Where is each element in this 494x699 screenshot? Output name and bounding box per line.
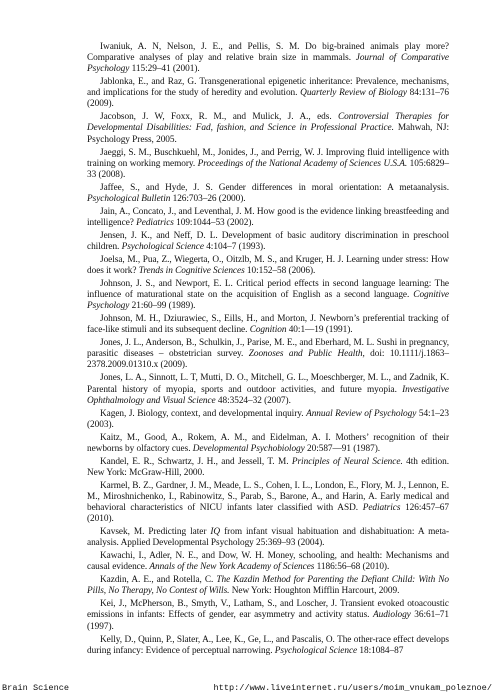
reference-journal: Quarterly Review of Biology — [300, 88, 407, 99]
reference-text: Kaitz, M., Good, A., Rokem, A. M., and Eidelman, A. I. Mothers’ recognition of their newborns by olfactory cues. — [87, 432, 449, 454]
reference-entry — [87, 314, 449, 336]
reference-entry — [87, 338, 449, 371]
reference-journal: Proceedings of the National Academy of Sciences U.S.A. — [197, 158, 408, 169]
footer-url: http://www.liveinternet.ru/users/moim_vnukam_poleznoe/ — [213, 683, 492, 693]
reference-citation: 115:29–41 (2001). — [129, 64, 200, 75]
reference-text: Kazdin, A. E., and Rotella, C. — [100, 575, 217, 586]
reference-citation: 1186:56–68 (2010). — [314, 562, 390, 573]
reference-text: Jacobson, J. W, Foxx, R. M., and Mulick, J. A., eds. — [100, 112, 339, 123]
reference-citation: 36:61–71 (1997). — [87, 610, 450, 632]
reference-entry — [87, 433, 449, 455]
reference-entry — [87, 183, 449, 205]
reference-journal: Annals of the New York Academy of Sciences — [149, 562, 315, 573]
reference-text: Johnson, J. S., and Newport, E. L. Critical period effects in second language learning: The influence of maturational state on the acquisition of English as a second language. — [87, 279, 449, 301]
reference-journal: Psychological Bulletin — [87, 193, 171, 204]
reference-entry — [87, 457, 449, 479]
reference-journal: Principles of Neural Science. — [291, 456, 403, 467]
reference-entry — [87, 255, 449, 277]
reference-citation: from infant visual habituation and dishabituation: A meta-analysis. Applied Developmental Psychology 25:369–93 (2004). — [87, 527, 449, 549]
reference-citation: Mahwah, NJ: Psychology Press, 2005. — [87, 123, 449, 145]
reference-entry — [87, 551, 449, 573]
reference-text: Johnson, M. H., Dziurawiec, S., Eills, H., and Morton, J. Newborn’s preferential tracking of face-like stimuli and its subsequent decline. — [87, 314, 449, 336]
reference-citation: 48:3524–32 (2007). — [215, 395, 291, 406]
reference-journal: Controversial Therapies for Developmental Disabilities: Fad, fashion, and Science in Professional Practice. — [87, 112, 449, 134]
reference-journal: Trends in Cognitive Sciences — [138, 266, 245, 277]
reference-journal: Psychological Science — [121, 241, 204, 252]
reference-entry — [87, 527, 449, 549]
reference-entry — [87, 409, 449, 431]
reference-journal: Pediatrics — [362, 503, 401, 514]
reference-journal: Zoonoses and Public Health, — [248, 349, 365, 360]
reference-journal: Investigative Ophthalmology and Visual Science — [87, 384, 449, 406]
reference-text: Jaeggi, S. M., Buschkuehl, M., Jonides, J., and Perrig, W. J. Improving fluid intelligence with training on working memory. — [87, 147, 449, 169]
footer-title: Brain Science — [2, 683, 70, 693]
reference-text: Kelly, D., Quinn, P., Slater, A., Lee, K., Ge, L., and Pascalis, O. The other-race effect develops during infancy: Evidence of perceptual narrowing. — [87, 634, 449, 656]
reference-text: Jablonka, E., and Raz, G. Transgenerational epigenetic inheritance: Prevalence, mechanisms, and implications for the study of heredity and evolution. — [87, 77, 449, 99]
reference-journal: Developmental Psychobiology — [192, 443, 305, 454]
reference-citation: 21:60–99 (1989). — [129, 301, 196, 312]
reference-journal: Cognitive Psychology — [87, 290, 449, 312]
reference-journal: Audiology — [372, 610, 411, 621]
reference-entry — [87, 207, 449, 229]
reference-entry — [87, 373, 449, 406]
page-footer — [2, 683, 492, 694]
reference-text: Kavsek, M. Predicting later — [100, 527, 211, 538]
reference-text: Jaffee, S., and Hyde, J. S. Gender differences in moral orientation: A metaanalysis. — [100, 182, 449, 193]
reference-text: Kandel, E. R., Schwartz, J. H., and Jessell, T. M. — [100, 456, 292, 467]
reference-citation: 20:587—91 (1987). — [304, 443, 381, 454]
reference-citation: 10:152–58 (2006). — [244, 266, 316, 277]
reference-citation: 4:104–7 (1993). — [203, 241, 266, 252]
reference-journal: Psychological Science — [274, 645, 358, 656]
reference-entry — [87, 575, 449, 597]
reference-citation: 126:703–26 (2000). — [170, 193, 246, 204]
reference-citation: 126:457–67 (2010). — [87, 503, 449, 525]
reference-journal: The Kazdin Method for Parenting the Defiant Child: With No Pills, No Therapy, No Contest of Wills. — [87, 575, 449, 597]
reference-citation: New York: Houghton Mifflin Harcourt, 2009. — [229, 586, 400, 597]
reference-journal: Pediatrics — [136, 217, 174, 228]
reference-journal: IQ — [210, 527, 221, 538]
reference-text: Kawachi, I., Adler, N. E., and Dow, W. H. Money, schooling, and health: Mechanisms and causal evidence. — [87, 551, 449, 573]
reference-citation: 4th edition. New York: McGraw-Hill, 2000. — [87, 456, 449, 478]
reference-journal: Journal of Comparative Psychology — [87, 53, 449, 75]
reference-entry — [87, 112, 449, 145]
reference-list — [87, 42, 449, 659]
reference-entry — [87, 77, 449, 110]
reference-text: Jones, J. L., Anderson, B., Schulkin, J., Parise, M. E., and Eberhard, M. L. Sushi in pregnancy, parasitic diseases – obstetrician survey. — [87, 338, 449, 360]
reference-entry — [87, 231, 449, 253]
reference-entry — [87, 635, 449, 657]
reference-journal: Annual Review of Psychology — [306, 408, 417, 419]
reference-entry — [87, 42, 449, 75]
reference-text: Kei, J., McPherson, B., Smyth, V., Latham, S., and Loscher, J. Transient evoked otoacoustic emissions in infants: Effects of gender, ear asymmetry and activity status. — [87, 599, 449, 621]
reference-citation: 18:1084–87 — [357, 645, 404, 656]
reference-citation: 54:1–23 (2003). — [87, 408, 449, 430]
reference-citation: 105:6829–33 (2008). — [87, 158, 449, 180]
reference-entry — [87, 599, 449, 632]
reference-journal: Cognition — [249, 325, 287, 336]
reference-citation: 40:1—19 (1991). — [286, 325, 353, 336]
reference-text: Jones, L. A., Sinnott, L. T, Mutti, D. O., Mitchell, G. L., Moeschberger, M. L., and Zadnik, K. Parental history of myopia, sports and outdoor activities, and future myopia. — [87, 373, 449, 395]
reference-text: Iwaniuk, A. N, Nelson, J. E., and Pellis, S. M. Do big-brained animals play more? Comparative analyses of play and relative brain size in mammals. — [87, 42, 449, 64]
reference-entry — [87, 481, 449, 525]
reference-text: Joelsa, M., Pua, Z., Wiegerta, O., Oitzlb, M. S., and Kruger, H. J. Learning under stress: How does it work? — [87, 254, 449, 277]
reference-citation: 84:131–76 (2009). — [87, 88, 449, 110]
reference-text: Kagen, J. Biology, context, and developmental inquiry. — [100, 408, 307, 419]
reference-citation: doi: 10.1111/j.1863–2378.2009.01310.x (2009). — [87, 349, 449, 371]
reference-text: Jensen, J. K., and Neff, D. L. Development of basic auditory discrimination in preschool children. — [87, 230, 449, 252]
reference-text: Jain, A., Concato, J., and Leventhal, J. M. How good is the evidence linking breastfeeding and intelligence? — [87, 206, 449, 228]
reference-citation: 109:1044–53 (2002). — [173, 217, 254, 228]
reference-entry — [87, 279, 449, 312]
reference-entry — [87, 148, 449, 181]
reference-text: Karmel, B. Z., Gardner, J. M., Meade, L. S., Cohen, I. L., London, E., Flory, M. J., Lennon, E. M., Miroshnichenko, I., Rabinowitz, S., Parab, S., Barone, A., and Harin, A. Early medical and behavioral characteristics of NICU infants later classified with ASD. — [87, 480, 449, 514]
